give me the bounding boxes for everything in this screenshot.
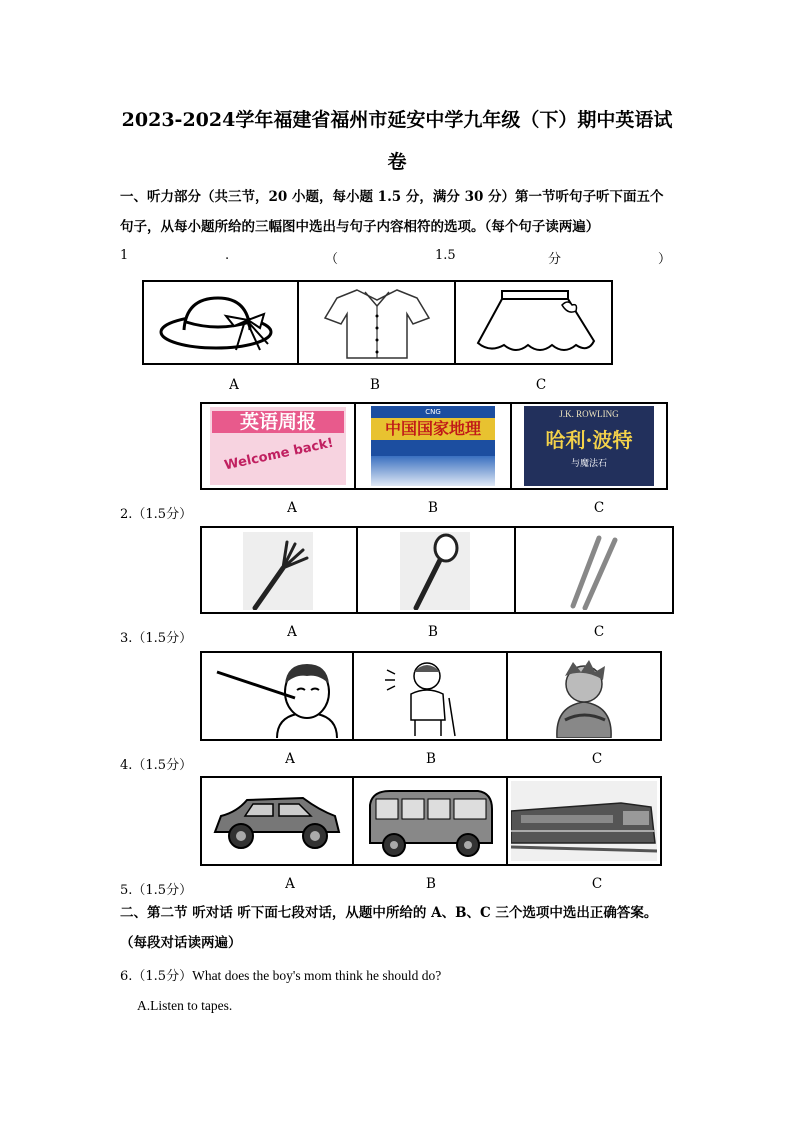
q1-label-a: A xyxy=(229,377,239,393)
q1-right-paren: ） xyxy=(658,252,672,267)
q1-left-paren: （ xyxy=(325,252,339,267)
q4-number: 4.（1.5分） xyxy=(120,758,193,773)
q2-label-a: A xyxy=(287,500,297,516)
book-subtitle: 与魔法石 xyxy=(570,459,607,469)
q5-label-a: A xyxy=(285,876,295,892)
q1-label-c: C xyxy=(535,377,547,393)
skirt-image xyxy=(456,280,613,365)
stomachache-image xyxy=(508,651,662,741)
q5-image-row xyxy=(200,776,662,866)
q3-label-b: B xyxy=(428,624,438,640)
q2-label-b: B xyxy=(428,500,438,516)
spoon-image xyxy=(358,526,516,614)
q5-label-c: C xyxy=(591,876,603,892)
q5-label-b: B xyxy=(426,876,436,892)
english-newspaper-image xyxy=(200,402,356,490)
magazine-brand: CNG xyxy=(425,408,441,416)
q3-label-a: A xyxy=(287,624,297,640)
newspaper-subtitle: Welcome back! xyxy=(223,435,335,474)
fever-thermometer-image xyxy=(200,651,354,741)
q6-prefix: 6.（1.5分） xyxy=(120,969,193,984)
q4-label-b: B xyxy=(426,751,436,767)
q6-question xyxy=(120,965,441,984)
magazine-title: 中国国家地理 xyxy=(371,418,495,440)
q6-text: What does the boy's mom think he should do? xyxy=(192,968,442,983)
national-geography-image xyxy=(356,402,512,490)
q1-unit: 分 xyxy=(548,252,562,267)
q1-dot: . xyxy=(225,248,230,263)
section2-line2: （每段对话读两遍） xyxy=(120,935,242,951)
section1-line1: 一、听力部分（共三节，20 小题，每小题 1.5 分，满分 30 分）第一节听句子听下面五个 xyxy=(120,189,664,205)
car-image xyxy=(200,776,354,866)
q1-number: 1 xyxy=(120,248,129,263)
q3-number: 3.（1.5分） xyxy=(120,631,193,646)
harry-potter-book-image xyxy=(512,402,668,490)
q4-image-row xyxy=(200,651,662,741)
newspaper-title: 英语周报 xyxy=(212,411,344,433)
bus-image xyxy=(354,776,508,866)
q2-image-row xyxy=(200,402,668,490)
q2-number: 2.（1.5分） xyxy=(120,507,193,522)
q6-option-a[interactable]: A.Listen to tapes. xyxy=(137,998,233,1013)
q5-number: 5.（1.5分） xyxy=(120,883,193,898)
book-author: J.K. ROWLING xyxy=(559,409,619,419)
blouse-image xyxy=(299,280,456,365)
q1-score: 1.5 xyxy=(435,248,456,263)
q3-image-row xyxy=(200,526,674,614)
section1-line2: 句子，从每小题所给的三幅图中选出与句子内容相符的选项。（每个句子读两遍） xyxy=(120,219,600,235)
chopsticks-image xyxy=(516,526,674,614)
section2-line1: 二、第二节 听对话 听下面七段对话，从题中所给的 A、B、C 三个选项中选出正确答案。 xyxy=(120,905,658,921)
hat-image xyxy=(142,280,299,365)
page-title-continued: 卷 xyxy=(387,151,407,173)
q4-label-c: C xyxy=(591,751,603,767)
q1-label-b: B xyxy=(370,377,380,393)
train-image xyxy=(508,776,662,866)
fork-image xyxy=(200,526,358,614)
cough-image xyxy=(354,651,508,741)
book-title: 哈利·波特 xyxy=(545,428,633,452)
page-title: 2023-2024学年福建省福州市延安中学九年级（下）期中英语试 xyxy=(121,109,673,131)
q4-label-a: A xyxy=(285,751,295,767)
q3-label-c: C xyxy=(593,624,605,640)
q2-label-c: C xyxy=(593,500,605,516)
q1-image-row xyxy=(142,280,613,365)
